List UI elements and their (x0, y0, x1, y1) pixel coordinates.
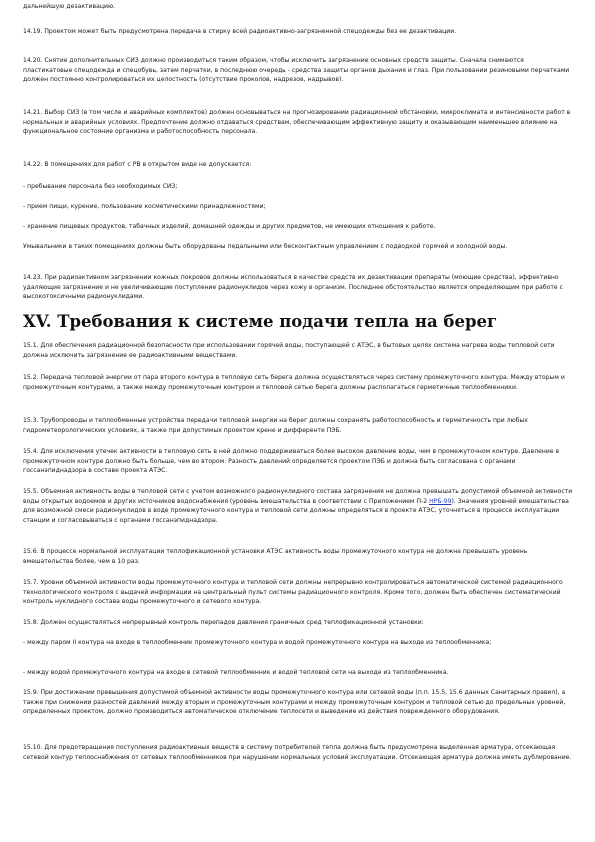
list-item-15-8-1: - между паром II контура на входе в теплообменник промежуточного контура и водой промежуточного контура на выходе из теплообменника; (23, 639, 492, 646)
paragraph-15-7: 15.7. Уровни объемной активности воды промежуточного контура и тепловой сети должны непрерывно контролироваться автоматической системой радиационного технологического контроля с выдачей информации на центральный пульт системы радиационного контроля. Кроме того, должен быть обеспечен систематический контроль нуклидного состава воды промежуточного и сетевого контура. (23, 579, 563, 606)
section-heading-15: XV. Требования к системе подачи тепла на берег (23, 312, 498, 331)
nrb-99-link[interactable]: НРБ-99 (429, 497, 452, 505)
paragraph-15-10: 15.10. Для предотвращения поступления радиоактивных веществ в систему потребителей тепла должна быть предусмотрена выделенная арматура, отсекающая сетевой контур теплоснабжения от сетевых теплообменников при нарушении нормальных условий эксплуатации. Отсекающая арматура должна иметь дублирование. (23, 744, 572, 761)
paragraph-15-1: 15.1. Для обеспечения радиационной безопасности при использовании горячей воды, поступающей с АТЭС, в бытовых целях система нагрева воды тепловой сети должна исключить загрязнение ее радиоактивными веществами. (23, 342, 555, 359)
paragraph-14-20: 14.20. Снятие дополнительных СИЗ должно производиться таким образом, чтобы исключить загрязнение основных средств защиты. Сначала снимаются пластикатовые спецодежда и спецобувь, затем перчатки, в последнюю очередь - средства защиты органов дыхания и глаз. При пользовании резиновыми перчатками должен постоянно контролироваться их целостность (отсутствие проколов, надрезов, надрывов). (23, 57, 570, 84)
paragraph-15-4: 15.4. Для исключения утечек активности в тепловую сеть в ней должно поддерживаться более высокое давление воды, чем в промежуточном контуре. Давление в промежуточном контуре должно быть больше, чем во втором. Разность давлений определяется проектом ПЭБ и должна быть согласована с органами госсанэпиднадзора в составе проекта АТЭС. (23, 448, 560, 475)
paragraph-15-5-text-a: 15.5. Объемная активность воды в тепловой сети с учетом возможного радионуклидного состава загрязнения не должна превышать допустимой объемной активности воды открытых водоемов и других источников водоснабжения (уровень вмешательства в соответствии с Приложением П-2 (23, 488, 573, 505)
paragraph-15-8-intro: 15.8. Должен осуществляться непрерывный контроль перепадов давления граничных сред теплофикационной установки: (23, 619, 424, 626)
list-item-15-8-2: - между водой промежуточного контура на входе в сетевой теплообменник и водой тепловой сети на выходе из теплообменника. (23, 669, 449, 676)
paragraph-15-5 (23, 487, 575, 525)
list-item-14-22-3: - хранение пищевых продуктов, табачных изделий, домашней одежды и других предметов, не имеющих отношения к работе. (23, 223, 436, 230)
paragraph-14-22-intro: 14.22. В помещениях для работ с РВ в открытом виде не допускается: (23, 161, 252, 168)
paragraph-14-22-after: Умывальники в таких помещениях должны быть оборудованы педальными или бесконтактным управлением с подводкой горячей и холодной воды. (23, 243, 508, 250)
paragraph-15-9: 15.9. При достижении превышения допустимой объемной активности воды промежуточного контура или сетевой воды (п.п. 15.5, 15.6 данных Санитарных правил), а также при снижении разностей давлений между вторым и промежуточным контурами и между промежуточным контуром и тепловой сетью до предельных уровней, определенных проектом, должно производиться автоматическое отключение теплосети и выведение из действия поврежденного оборудования. (23, 689, 566, 716)
paragraph-15-5-text-b: ). Значения уровней вмешательства для возможной смеси радионуклидов в воде промежуточного контура и тепловой сети должны определяться в проекте АТЭС, уточняться в процессе эксплуатации станции и согласовываться с органами госсанэпиднадзора. (23, 497, 569, 524)
list-item-14-22-1: - пребывание персонала без необходимых СИЗ; (23, 183, 178, 190)
paragraph-14-19: 14.19. Проектом может быть предусмотрена передача в стирку всей радиоактивно-загрязненной спецодежды без ее дезактивации. (23, 28, 457, 35)
paragraph-14-21: 14.21. Выбор СИЗ (в том числе и аварийных комплектов) должен основываться на прогнозировании радиационной обстановки, микроклимата и интенсивности работ в нормальных и аварийных условиях. Предпочтение должно отдаваться средствам, обеспечивающим эффективную защиту и оказывающим наименьшее влияние на функциональное состояние организма и работоспособность персонала. (23, 109, 571, 136)
paragraph-continuation: дальнейшую дезактивацию. (23, 3, 116, 10)
paragraph-15-3: 15.3. Трубопроводы и теплообменные устройства передачи тепловой энергии на берег должны сохранять работоспособность и герметичность при любых гидрометеорологических условиях, а также при допустимых проектом крене и дифференте ПЭБ. (23, 417, 528, 434)
paragraph-15-2: 15.2. Передача тепловой энергии от пара второго контура в тепловую сеть берега должна осуществляться через систему промежуточного контура. Между вторым и промежуточным контурами, а также между промежуточным контуром и тепловой сетью берега должны располагаться герметичные теплообменники. (23, 374, 565, 391)
paragraph-15-6: 15.6. В процессе нормальной эксплуатации теплофикационной установки АТЭС активность воды промежуточного контура не должна превышать уровень вмешательства более, чем в 10 раз. (23, 548, 528, 565)
paragraph-14-23: 14.23. При радиоактивном загрязнении кожных покровов должны использоваться в качестве средств их дезактивации препараты (моющие средства), эффективно удаляющие загрязнение и не увеличивающие поступление радионуклидов через кожу в организм. Последнее обстоятельство является определяющим при работе с высокотоксичными радионуклидами. (23, 274, 563, 301)
list-item-14-22-2: - прием пищи, курение, пользование косметическими принадлежностями; (23, 203, 266, 210)
